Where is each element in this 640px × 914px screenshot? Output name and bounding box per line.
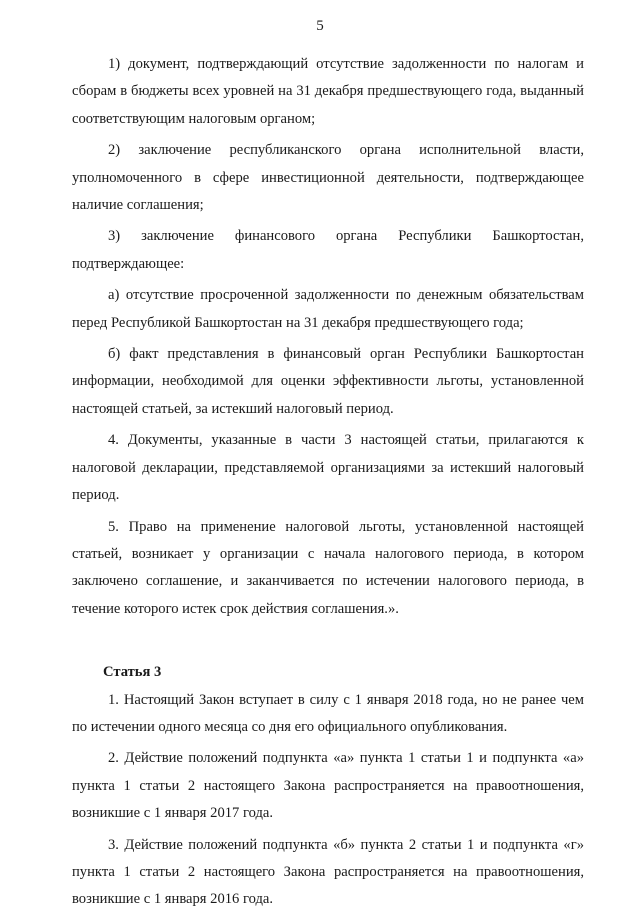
paragraph-part-5: 5. Право на применение налоговой льготы, установленной настоящей статьей, возникает у организации с начала налогового периода, в котором заключено соглашение, и заканчивается по истечении налогового периода, в течение которого истек срок действия соглашения.». — [72, 518, 584, 617]
article3-paragraph-3: 3. Действие положений подпункта «б» пункта 2 статьи 1 и подпункта «г» пункта 1 статьи 2 настоящего Закона распространяется на правоотношения, возникшие с 1 января 2016 года. — [72, 836, 584, 908]
paragraph-item-1: 1) документ, подтверждающий отсутствие задолженности по налогам и сборам в бюджеты всех уровней на 31 декабря предшествующего года, выданный соответствующим налоговым органом; — [72, 56, 584, 127]
paragraph-subitem-a: а) отсутствие просроченной задолженности по денежным обязательствам перед Республикой Башкортостан на 31 декабря предшествующего года; — [72, 287, 584, 331]
article3-paragraph-2: 2. Действие положений подпункта «а» пункта 1 статьи 1 и подпункта «а» пункта 1 статьи 2 настоящего Закона распространяется на правоотношения, возникшие с 1 января 2017 года. — [72, 750, 584, 822]
paragraph-item-3: 3) заключение финансового органа Республики Башкортостан, подтверждающее: — [72, 228, 584, 272]
document-body — [72, 51, 584, 914]
article3-paragraph-1: 1. Настоящий Закон вступает в силу с 1 января 2018 года, но не ранее чем по истечении одного месяца со дня его официального опубликования. — [72, 691, 584, 735]
paragraph-part-4: 4. Документы, указанные в части 3 настоящей статьи, прилагаются к налоговой декларации, представляемой организациями за истекший налоговый период. — [72, 432, 584, 504]
paragraph-item-2: 2) заключение республиканского органа исполнительной власти, уполномоченного в сфере инвестиционной деятельности, подтверждающее наличие соглашения; — [72, 142, 584, 214]
page-number: 5 — [316, 18, 324, 34]
article-heading: Статья 3 — [103, 664, 162, 681]
paragraph-subitem-b: б) факт представления в финансовый орган Республики Башкортостан информации, необходимой для оценки эффективности льготы, установленной настоящей статьей, за истекший налоговый период. — [72, 346, 584, 417]
